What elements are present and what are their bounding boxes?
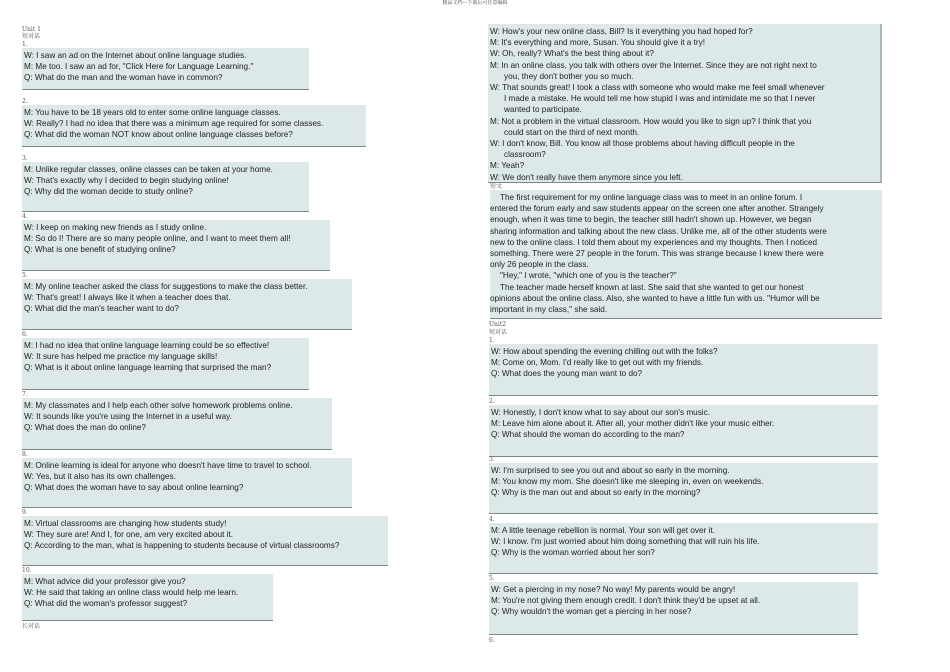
item-number: 4. (489, 516, 495, 523)
dialogue-line: W: I don't know, Bill. You know all those problems about having difficult people in the (490, 139, 795, 149)
unit-label: Unit 1 (22, 26, 41, 33)
item-number: 3. (489, 456, 495, 463)
dialogue-line: W: I keep on making new friends as I study online. (24, 223, 207, 232)
dialogue-box (489, 344, 878, 396)
question-line: Q: What did the woman NOT know about online language classes before? (24, 130, 293, 140)
dialogue-line: M: Virtual classrooms are changing how students study! (24, 519, 227, 528)
item-number: 2. (489, 398, 495, 405)
item-number: 1. (489, 337, 495, 344)
dialogue-line: M: You're not giving them enough credit. I don't think they'd be upset at all. (491, 596, 761, 606)
dialogue-box (489, 582, 858, 635)
section-label: 短对话 (22, 33, 41, 40)
question-line: Q: According to the man, what is happening to students because of virtual classrooms? (24, 541, 340, 551)
item-number: 2. (22, 98, 28, 105)
dialogue-line: W: Yes, but it also has its own challenges. (24, 472, 176, 482)
dialogue-line: you, they don't bother you so much. (504, 71, 634, 81)
dialogue-line: W: Get a piercing in my nose? No way! My parents would be angry! (491, 585, 736, 594)
dialogue-box (489, 405, 878, 457)
question-line: Q: What does the man do online? (24, 423, 146, 433)
dialogue-box (22, 220, 330, 271)
dialogue-line: W: Really? I had no idea that there was a minimum age required for some classes. (24, 119, 324, 129)
dialogue-box (22, 105, 366, 147)
dialogue-line: M: I had no idea that online language learning could be so effective! (24, 341, 270, 350)
dialogue-line: I made a mistake. He would tell me how stupid I was and intimidate me so that I never (504, 94, 816, 104)
dialogue-line: W: That's great! I always like it when a teacher does that. (24, 293, 231, 303)
dialogue-line: M: Not a problem in the virtual classroom. How would you like to sign up? I think that you (490, 116, 812, 126)
dialogue-line: W: I know. I'm just worried about him doing something that will ruin his life. (491, 537, 760, 547)
passage-line: important in my class," she said. (490, 305, 608, 315)
passage-line: new to the online class. I told them about my experiences and my thoughts. Then I noticed (490, 237, 818, 247)
dialogue-line: W: They sure are! And I, for one, am very excited about it. (24, 530, 234, 540)
item-number: 1. (22, 41, 28, 48)
question-line: Q: What did the woman's professor suggest? (24, 599, 188, 609)
dialogue-line: M: My online teacher asked the class for suggestions to make the class better. (24, 282, 308, 291)
dialogue-line: W: How's your new online class, Bill? Is it everything you had hoped for? (490, 27, 753, 36)
dialogue-line: M: In an online class, you talk with others over the Internet. Since they are not right next to (490, 60, 817, 70)
passage-line: opinions about the online class. Also, she wanted to have a little fun with us. "Humor will be (490, 293, 820, 303)
dialogue-line: W: Honestly, I don't know what to say about our son's music. (491, 408, 710, 417)
unit2-section-label: 短对话 (489, 329, 508, 336)
dialogue-line: W: We don't really have them anymore since you left. (490, 172, 683, 182)
dialogue-line: M: It's everything and more, Susan. You should give it a try! (490, 38, 706, 48)
dialogue-line: M: So do I! There are so many people online, and I want to meet them all! (24, 234, 291, 244)
dialogue-line: M: What advice did your professor give you? (24, 577, 186, 586)
dialogue-box (22, 338, 309, 390)
dialogue-line: W: That's exactly why I decided to begin studying online! (24, 176, 229, 186)
dialogue-line: M: Come on, Mom. I'd really like to get out with my friends. (491, 358, 704, 368)
item-number: 9. (22, 509, 28, 516)
dialogue-box (22, 458, 352, 508)
passage-line: enough, when it was time to begin, the teacher still hadn't shown up. However, we began (490, 215, 812, 225)
item-number: 5. (22, 272, 28, 279)
dialogue-line: M: Unlike regular classes, online classes can be taken at your home. (24, 165, 273, 174)
question-line: Q: What is one benefit of studying online? (24, 245, 176, 255)
dialogue-line: W: Oh, really? What's the best thing about it? (490, 49, 654, 59)
dialogue-line: M: Online learning is ideal for anyone who doesn't have time to travel to school. (24, 461, 312, 470)
question-line: Q: What should the woman do according to the man? (491, 430, 685, 440)
question-line: Q: Why is the woman worried about her son? (491, 548, 655, 558)
question-line: Q: Why did the woman decide to study online? (24, 187, 193, 197)
dialogue-box (22, 48, 309, 90)
page-header: 精品文档---下载后可任意编辑 (442, 0, 508, 6)
question-line: Q: What do the man and the woman have in common? (24, 73, 223, 83)
question-line: Q: Why is the man out and about so early in the morning? (491, 488, 701, 498)
dialogue-line: M: Leave him alone about it. After all, your mother didn't like your music either. (491, 419, 775, 429)
question-line: Q: What does the young man want to do? (491, 369, 643, 379)
item-number: 6. (489, 637, 495, 644)
passage-box (490, 190, 882, 319)
item-number: 7. (22, 391, 28, 398)
question-line: Q: What does the woman have to say about online learning? (24, 483, 244, 493)
passage-line: The first requirement for my online language class was to meet in an online forum. I (500, 193, 803, 202)
dialogue-line: classroom? (504, 150, 546, 160)
passage-line: The teacher made herself known at last. She said that she wanted to get our honest (500, 282, 804, 292)
item-number: 8. (22, 451, 28, 458)
dialogue-line: W: How about spending the evening chilling out with the folks? (491, 347, 718, 356)
item-number: 3. (22, 155, 28, 162)
item-number: 4. (22, 213, 28, 220)
item-number: 10. (22, 567, 32, 574)
dialogue-line: M: You have to be 18 years old to enter some online language classes. (24, 108, 281, 117)
long-dialogue-label: 长对话 (22, 623, 41, 630)
dialogue-box (489, 523, 878, 574)
dialogue-line: wanted to participate. (504, 105, 582, 115)
unit2-label: Unit2 (489, 321, 507, 328)
passage-line: "Hey," I wrote, "which one of you is the teacher?" (500, 271, 677, 281)
question-line: Q: Why wouldn't the woman get a piercing in her nose? (491, 607, 692, 617)
item-number: 6. (22, 331, 28, 338)
dialogue-line: M: A little teenage rebellion is normal. Your son will get over it. (491, 526, 715, 535)
passage-label: 短文 (490, 183, 503, 190)
dialogue-line: M: My classmates and I help each other solve homework problems online. (24, 401, 293, 410)
dialogue-box (22, 398, 332, 450)
dialogue-line: W: That sounds great! I took a class with someone who would make me feel small whenever (490, 83, 825, 93)
dialogue-line: W: It sounds like you're using the Internet in a useful way. (24, 412, 232, 422)
passage-line: sharing information and talking about the new class. Unlike me, all of the other students were (490, 226, 827, 236)
passage-line: only 26 people in the class. (490, 260, 589, 270)
dialogue-box (22, 516, 388, 566)
question-line: Q: What did the man's teacher want to do? (24, 304, 179, 314)
passage-line: something. There were 27 people in the forum. This was strange because I knew there were (490, 249, 824, 259)
dialogue-box (22, 574, 273, 621)
dialogue-line: W: He said that taking an online class would help me learn. (24, 588, 239, 598)
dialogue-line: W: It sure has helped me practice my language skills! (24, 352, 218, 362)
dialogue-line: M: You know my mom. She doesn't like me sleeping in, even on weekends. (491, 477, 764, 487)
dialogue-line: M: Yeah? (490, 161, 525, 171)
long-dialogue-box (488, 24, 882, 183)
item-number: 5. (489, 575, 495, 582)
dialogue-line: M: Me too. I saw an ad for, "Click Here for Language Learning." (24, 62, 254, 72)
dialogue-line: W: I saw an ad on the Internet about online language studies. (24, 51, 247, 60)
dialogue-box (22, 279, 352, 330)
dialogue-line: could start on the third of next month. (504, 127, 640, 137)
dialogue-box (489, 463, 878, 514)
dialogue-box (22, 162, 309, 212)
question-line: Q: What is it about online language learning that surprised the man? (24, 363, 272, 373)
dialogue-line: W: I'm surprised to see you out and about so early in the morning. (491, 466, 730, 475)
passage-line: entered the forum early and saw students appear on the screen one after another. Strangely (490, 204, 824, 214)
